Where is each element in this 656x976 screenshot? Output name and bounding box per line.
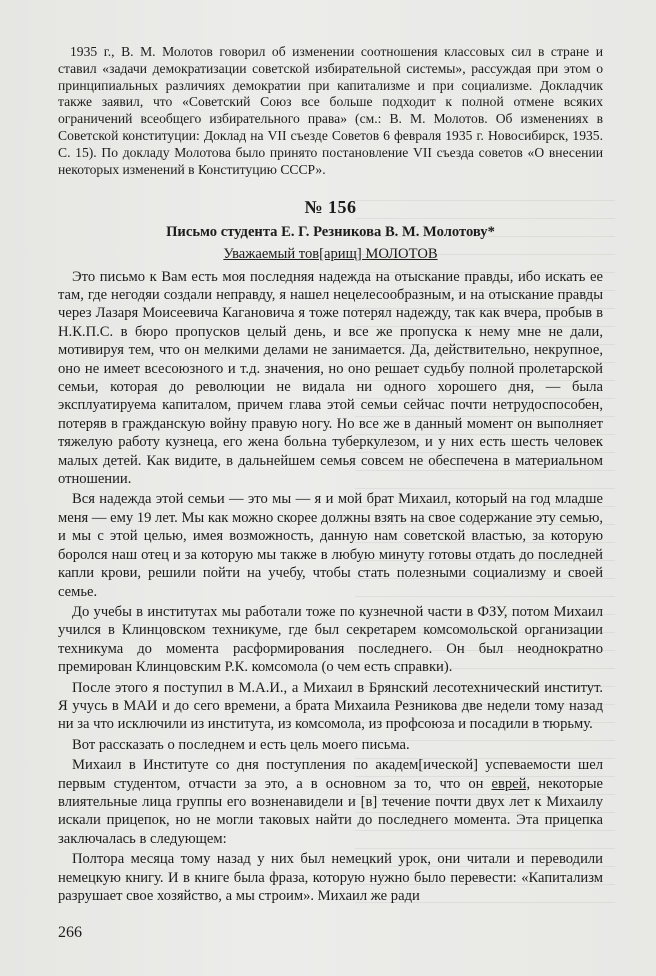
paragraph-text: Михаил в Институте со дня поступления по академ[ической] успеваемости шел первым студентом, отчасти за это, а в основном за то, что он: [58, 757, 603, 792]
letter-paragraph: Полтора месяца тому назад у них был немецкий урок, они читали и переводили немецкую книгу. И в книге была фраза, которую нужно было перевести: «Капитализм разрушает свое хозяйство, а мы строим». Михаил же ради: [58, 851, 603, 904]
letter-paragraph: [58, 756, 603, 848]
page-content: [58, 44, 603, 907]
letter-paragraph: До учебы в институтах мы работали тоже по кузнечной части в ФЗУ, потом Михаил учился в Клинцовском техникуме, где был секретарем комсомольской организации техникума до момента расформирования последнего. Он был неоднократно премирован Клинцовским Р.К. комсомола (о чем есть справки).: [58, 603, 603, 676]
document-title: Письмо студента Е. Г. Резникова В. М. Молотову*: [166, 223, 495, 240]
letter-paragraph: Вся надежда этой семьи — это мы — я и мой брат Михаил, который на год младше меня — ему 19 лет. Мы как можно скорее должны взять на свое содержание эту семью, и мы с этой целью, имея возможность, данную нам советской властью, за которую боролся наш отец и за которую мы также в любую минуту готовы отдать до последней капли крови, решили пойти на учебу, чтобы стать полезными социализму и своей семье.: [58, 491, 603, 600]
note-paragraph: 1935 г., В. М. Молотов говорил об изменении соотношения классовых сил в стране и ставил «задачи демократизации советской избирательной системы», рассуждая при этом о принципиальных различиях демократии при капитализме и при социализме. Докладчик также заявил, что «Советский Союз все больше подходит к полной отмене всяких ограничений всеобщего избирательного права» (см.: В. М. Молотов. Об изменениях в Советской конституции: Доклад на VII съезде Советов 6 февраля 1935 г. Новосибирск, 1935. С. 15). По докладу Молотова было принято постановление VII съезда советов «О внесении некоторых изменений в Конституцию СССР».: [58, 44, 603, 177]
letter-paragraph: Это письмо к Вам есть моя последняя надежда на отыскание правды, ибо искать ее там, где негодяи создали неправду, я нашел нецелесообразным, и на отыскание правды через Лазаря Моисеевича Кагановича я тоже потерял надежду, так как вчера, пробыв в Н.К.П.С. в бюро пропусков целый день, и все же пропуска к нему мне не дали, мотивируя тем, что он мелкими делами не занимается. Да, действительно, некрупное, оно не имеет всесоюзного и т.д. значения, но оно решает судьбу полной пролетарской семьи, которая до революции не видала ни одного хорошего дня, — была эксплуатируема капиталом, причем глава этой семьи сейчас почти нетрудоспособен, потеряв в гражданскую войну правую ногу. Но все же в данный момент он выполняет тяжелую работу кузнеца, его жена больна туберкулезом, и у них есть шесть человек малых детей. Как видите, в дальнейшем семья совсем не обеспечена в материальном отношении.: [58, 268, 603, 488]
page-number: 266: [58, 924, 82, 941]
letter-paragraph: Вот рассказать о последнем и есть цель моего письма.: [72, 736, 410, 753]
paragraph-text: некоторые влиятельные лица группы его возненавидели и [в] течение почти двух лет к Михаилу искали прицепок, но не могли таковых найти до последнего момента. Эта прицепка заключалась в следующем:: [58, 775, 603, 847]
letter-paragraph: После этого я поступил в М.А.И., а Михаил в Брянский лесотехнический институт. Я учусь в МАИ и до сего времени, а брата Михаила Резникова две недели тому назад ни за что исключили из института, из комсомола, из профсоюза и посадили в тюрьму.: [58, 679, 603, 733]
underlined-word: еврей,: [491, 775, 531, 792]
letter-greeting: Уважаемый тов[арищ] МОЛОТОВ: [223, 246, 438, 263]
document-number: № 156: [304, 197, 357, 218]
